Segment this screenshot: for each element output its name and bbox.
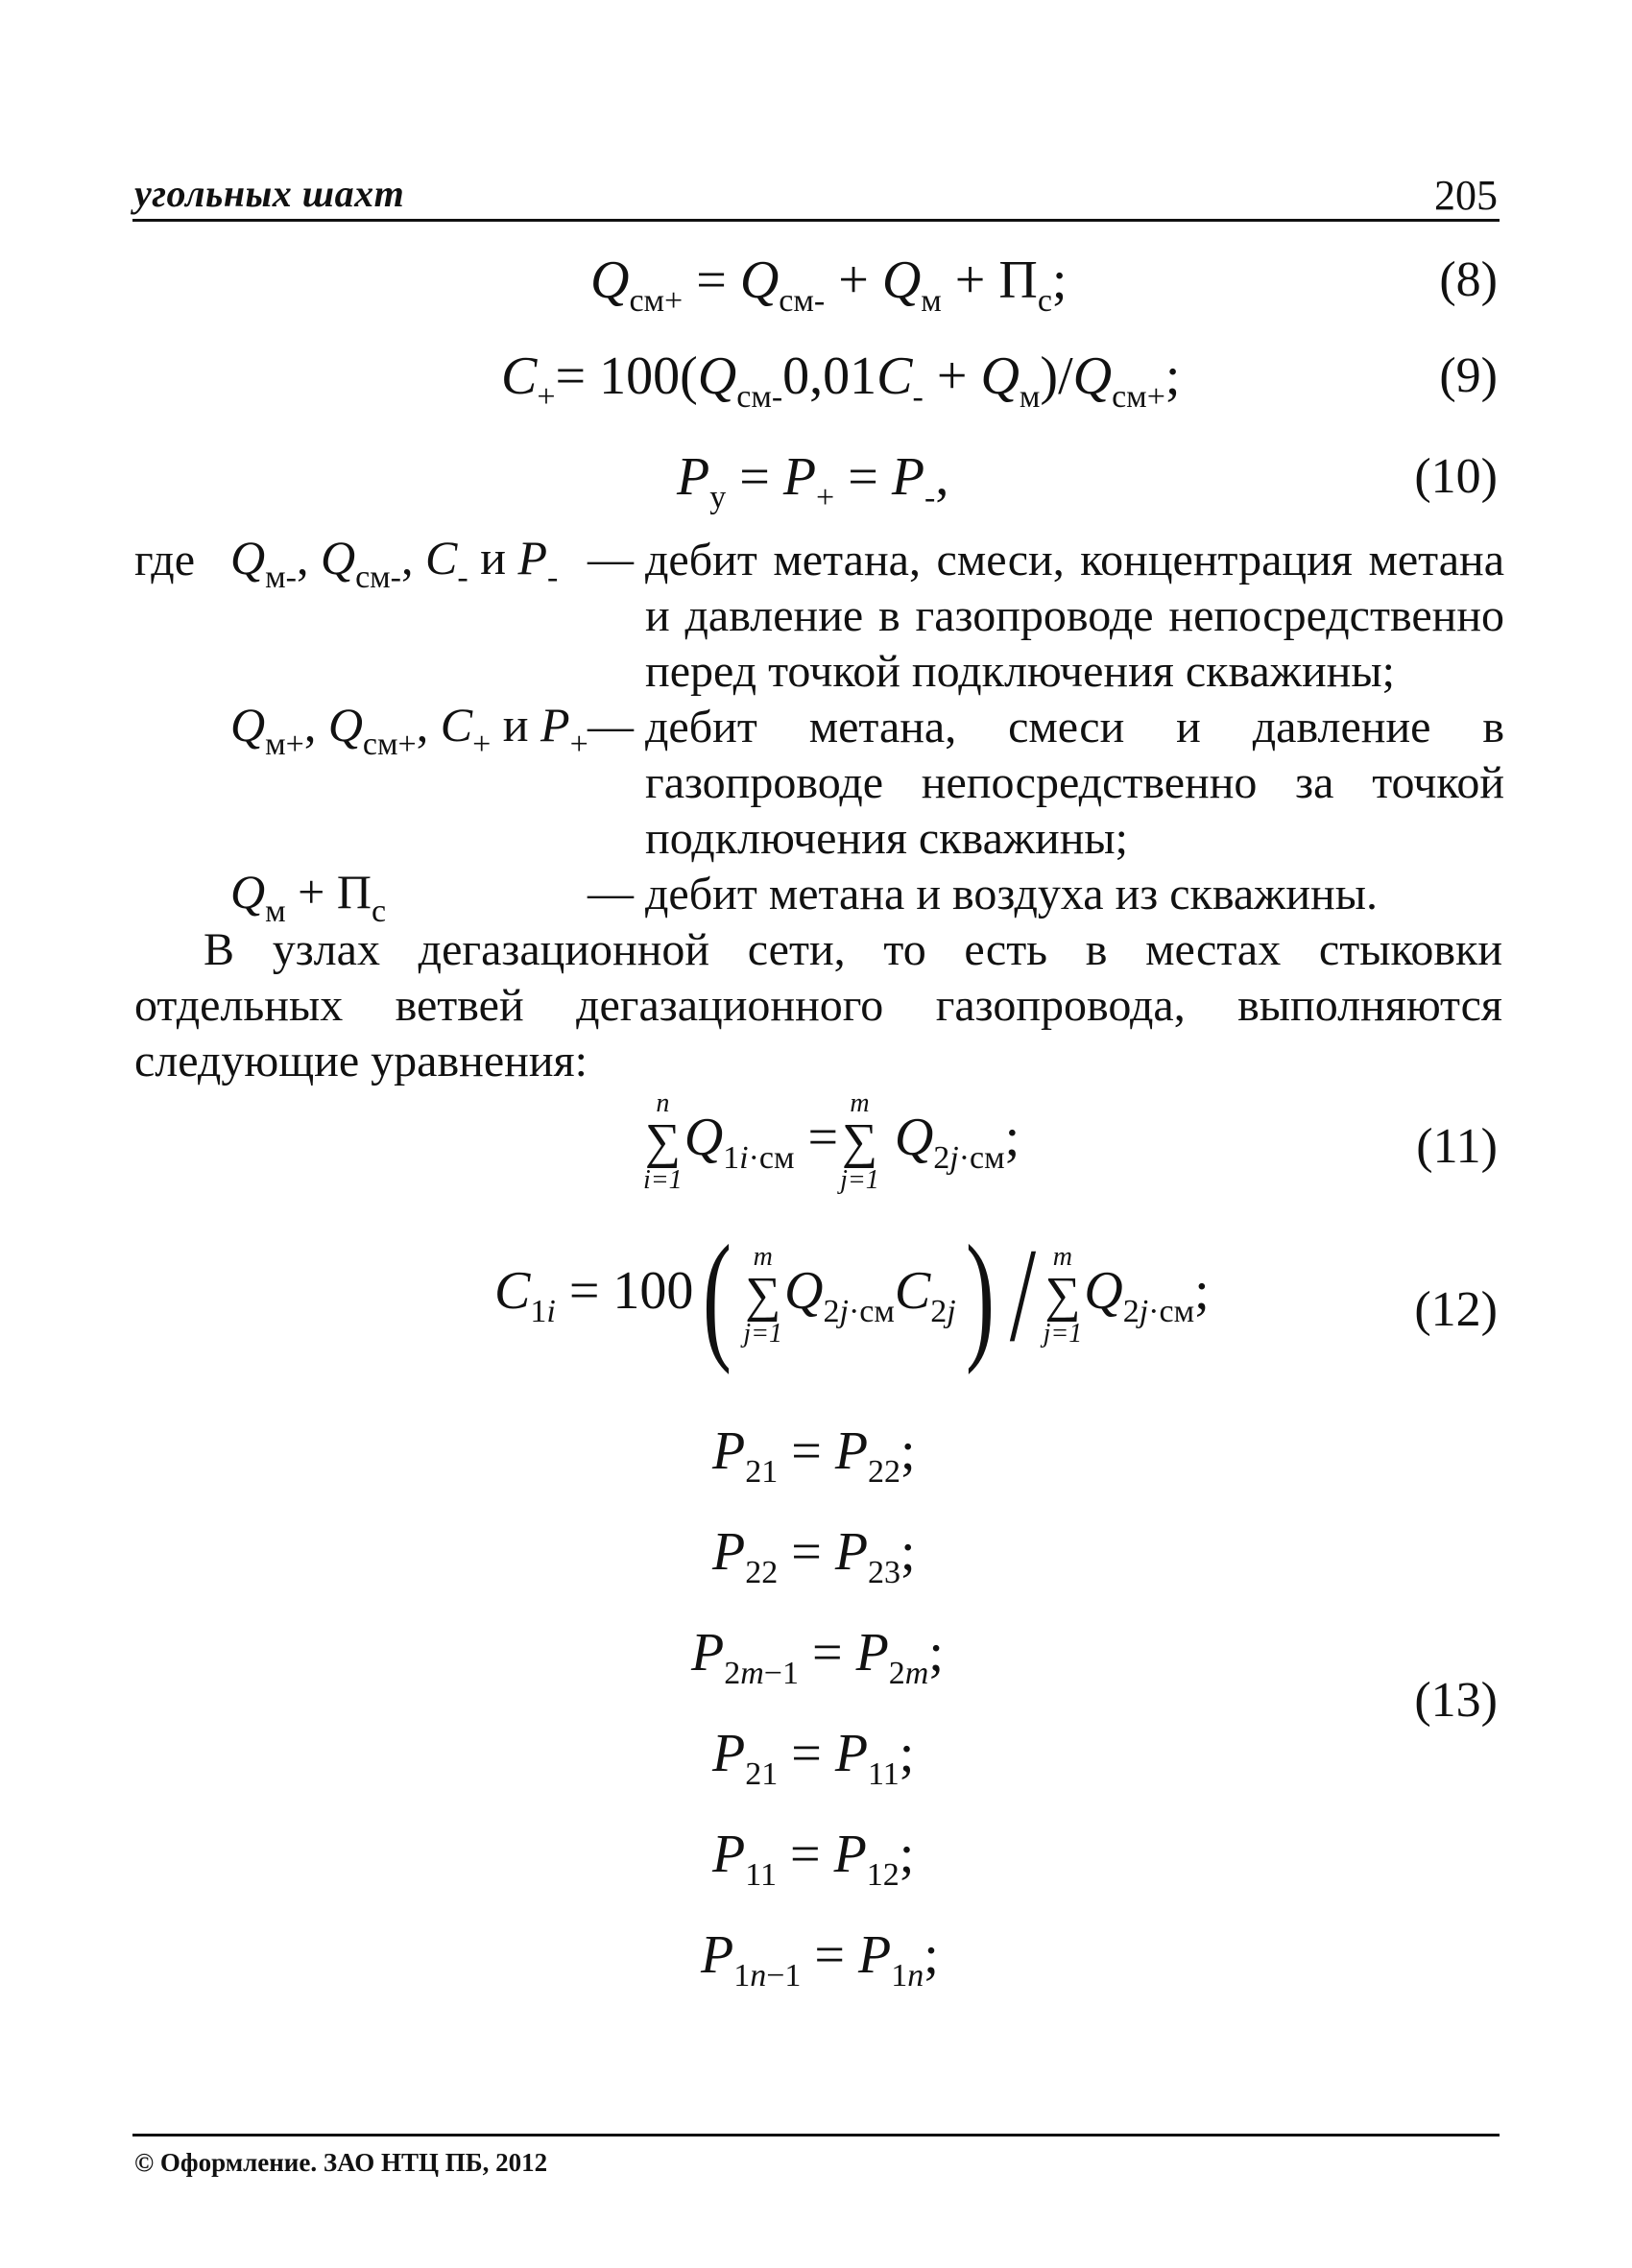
legend-symbols-3: $Q_м + П_с$ [230, 865, 387, 929]
footer-rule [132, 2134, 1500, 2137]
legend-text-3: дебит метана и воздуха из скважины. [645, 869, 1378, 919]
equation-13-line-3: $P_{2m-1} = P_{2m}$; [691, 1623, 944, 1691]
equation-13-line-1: $P_{21} = P_{22}$; [712, 1421, 916, 1490]
equation-number-11: (11) [1416, 1119, 1498, 1174]
legend-dash-3: — [588, 868, 634, 919]
equation-number-12: (12) [1414, 1282, 1498, 1337]
equation-number-8: (8) [1439, 252, 1498, 307]
equation-13-line-2: $P_{22} = P_{23}$; [712, 1522, 916, 1590]
equation-number-10: (10) [1414, 449, 1498, 504]
legend-symbols-1: $Q_{м-}$, $Q_{см-}$, $C_-$ и $P_-$ [230, 531, 559, 595]
page-number: 205 [1434, 172, 1498, 219]
legend-text-1: дебит метана, смеси, концентрация метана и давление в газопроводе непосредственно перед точкой подключения скважины; [645, 535, 1504, 697]
body-paragraph-text: В узлах дегазационной сети, то есть в местах стыковки отдельных ветвей дегазационного газопровода, выполняются следующие уравнения: [134, 924, 1502, 1086]
equation-13-line-5: $P_{11} = P_{12}$; [712, 1825, 915, 1893]
legend-where-word: где [134, 535, 196, 585]
equation-13-line-4: $P_{21} = P_{11}$; [712, 1724, 915, 1792]
equation-9: $C_+= 100(Q_{см-}0,01C_- + Q_м)/Q_{см+}$; [501, 346, 1181, 415]
equation-12: $C_{1i} = 100$( m ∑ j=1 $Q_{2j\cdot см}C_{2j}$) / m ∑ j=1 $Q_{2j\cdot см}$; [494, 1216, 1210, 1375]
body-paragraph [134, 922, 1502, 1089]
header-rule [132, 219, 1500, 222]
footer-copyright: © Оформление. ЗАО НТЦ ПБ, 2012 [134, 2148, 548, 2177]
running-head: угольных шахт [134, 172, 405, 215]
equation-number-9: (9) [1439, 348, 1498, 403]
equation-10: $P_у = P_+ = P_-$, [677, 447, 949, 515]
legend-dash-1: — [588, 534, 634, 585]
equation-13-line-6: $P_{1n-1} = P_{1n}$; [701, 1925, 939, 1993]
legend-text-2: дебит метана, смеси и давление в газопроводе непосредственно за точкой подключения скважины; [645, 702, 1504, 864]
equation-number-13: (13) [1414, 1673, 1498, 1728]
legend-symbols-2: $Q_{м+}$, $Q_{см+}$, $C_+$ и $P_+$ [230, 698, 588, 762]
legend-dash-2: — [588, 701, 634, 752]
equation-11: n ∑ i=1 $Q_{1i\cdot см}$ = m ∑ j=1 $Q_{2j\cdot см}$; [643, 1088, 1020, 1195]
equation-8: $Q_{см+} = Q_{см-} + Q_м + П_с$; [590, 251, 1068, 319]
